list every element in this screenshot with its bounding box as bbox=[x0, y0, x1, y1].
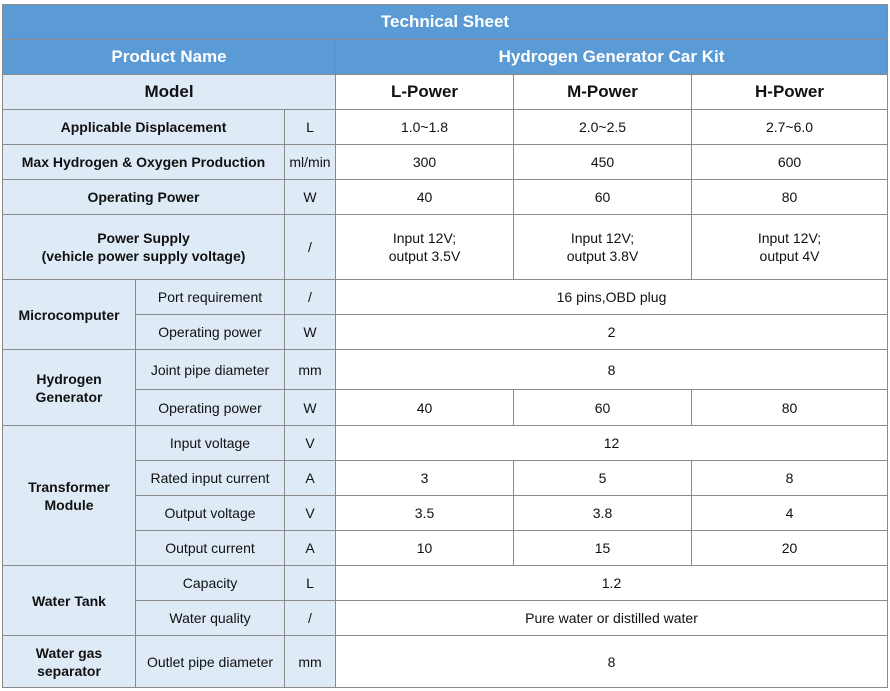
capacity-value: 1.2 bbox=[336, 566, 888, 601]
product-name-value: Hydrogen Generator Car Kit bbox=[336, 40, 888, 75]
displacement-m: 2.0~2.5 bbox=[514, 110, 692, 145]
model-row bbox=[3, 75, 888, 110]
power-supply-h: Input 12V; output 4V bbox=[692, 215, 888, 280]
port-requirement-unit: / bbox=[285, 280, 336, 315]
output-voltage-label: Output voltage bbox=[136, 496, 285, 531]
rated-current-m: 5 bbox=[514, 461, 692, 496]
joint-pipe-unit: mm bbox=[285, 350, 336, 390]
model-l-power: L-Power bbox=[336, 75, 514, 110]
rated-current-l: 3 bbox=[336, 461, 514, 496]
hydrogen-power-h: 80 bbox=[692, 390, 888, 426]
transformer-label: Transformer Module bbox=[3, 426, 136, 566]
output-current-row bbox=[3, 531, 888, 566]
output-current-label: Output current bbox=[136, 531, 285, 566]
port-requirement-value: 16 pins,OBD plug bbox=[336, 280, 888, 315]
operating-power-m: 60 bbox=[514, 180, 692, 215]
water-quality-unit: / bbox=[285, 601, 336, 636]
microcomputer-label: Microcomputer bbox=[3, 280, 136, 350]
production-l: 300 bbox=[336, 145, 514, 180]
displacement-unit: L bbox=[285, 110, 336, 145]
displacement-l: 1.0~1.8 bbox=[336, 110, 514, 145]
sheet-title: Technical Sheet bbox=[3, 5, 888, 40]
hydrogen-power-m: 60 bbox=[514, 390, 692, 426]
microcomputer-power-label: Operating power bbox=[136, 315, 285, 350]
output-voltage-h: 4 bbox=[692, 496, 888, 531]
output-current-h: 20 bbox=[692, 531, 888, 566]
microcomputer-power-unit: W bbox=[285, 315, 336, 350]
output-voltage-row bbox=[3, 496, 888, 531]
production-m: 450 bbox=[514, 145, 692, 180]
input-voltage-value: 12 bbox=[336, 426, 888, 461]
input-voltage-unit: V bbox=[285, 426, 336, 461]
outlet-pipe-label: Outlet pipe diameter bbox=[136, 636, 285, 688]
capacity-label: Capacity bbox=[136, 566, 285, 601]
separator-row bbox=[3, 636, 888, 688]
output-current-l: 10 bbox=[336, 531, 514, 566]
rated-current-h: 8 bbox=[692, 461, 888, 496]
technical-sheet-table bbox=[2, 4, 888, 688]
power-supply-m: Input 12V; output 3.8V bbox=[514, 215, 692, 280]
capacity-row bbox=[3, 566, 888, 601]
power-supply-row bbox=[3, 215, 888, 280]
production-h: 600 bbox=[692, 145, 888, 180]
output-current-m: 15 bbox=[514, 531, 692, 566]
input-voltage-label: Input voltage bbox=[136, 426, 285, 461]
production-unit: ml/min bbox=[285, 145, 336, 180]
operating-power-l: 40 bbox=[336, 180, 514, 215]
outlet-pipe-value: 8 bbox=[336, 636, 888, 688]
power-supply-label: Power Supply (vehicle power supply voltage) bbox=[3, 215, 285, 280]
displacement-h: 2.7~6.0 bbox=[692, 110, 888, 145]
production-row bbox=[3, 145, 888, 180]
product-row bbox=[3, 40, 888, 75]
model-h-power: H-Power bbox=[692, 75, 888, 110]
operating-power-row bbox=[3, 180, 888, 215]
water-quality-row bbox=[3, 601, 888, 636]
rated-current-label: Rated input current bbox=[136, 461, 285, 496]
port-requirement-label: Port requirement bbox=[136, 280, 285, 315]
title-row bbox=[3, 5, 888, 40]
separator-label: Water gas separator bbox=[3, 636, 136, 688]
hydrogen-pipe-row bbox=[3, 350, 888, 390]
hydrogen-generator-label: Hydrogen Generator bbox=[3, 350, 136, 426]
hydrogen-power-l: 40 bbox=[336, 390, 514, 426]
output-current-unit: A bbox=[285, 531, 336, 566]
microcomputer-power-row bbox=[3, 315, 888, 350]
output-voltage-m: 3.8 bbox=[514, 496, 692, 531]
input-voltage-row bbox=[3, 426, 888, 461]
capacity-unit: L bbox=[285, 566, 336, 601]
model-label: Model bbox=[3, 75, 336, 110]
product-name-label: Product Name bbox=[3, 40, 336, 75]
operating-power-unit: W bbox=[285, 180, 336, 215]
water-quality-value: Pure water or distilled water bbox=[336, 601, 888, 636]
joint-pipe-value: 8 bbox=[336, 350, 888, 390]
power-supply-unit: / bbox=[285, 215, 336, 280]
output-voltage-unit: V bbox=[285, 496, 336, 531]
production-label: Max Hydrogen & Oxygen Production bbox=[3, 145, 285, 180]
operating-power-label: Operating Power bbox=[3, 180, 285, 215]
power-supply-l: Input 12V; output 3.5V bbox=[336, 215, 514, 280]
rated-current-row bbox=[3, 461, 888, 496]
output-voltage-l: 3.5 bbox=[336, 496, 514, 531]
model-m-power: M-Power bbox=[514, 75, 692, 110]
hydrogen-power-label: Operating power bbox=[136, 390, 285, 426]
joint-pipe-label: Joint pipe diameter bbox=[136, 350, 285, 390]
microcomputer-port-row bbox=[3, 280, 888, 315]
operating-power-h: 80 bbox=[692, 180, 888, 215]
rated-current-unit: A bbox=[285, 461, 336, 496]
water-tank-label: Water Tank bbox=[3, 566, 136, 636]
water-quality-label: Water quality bbox=[136, 601, 285, 636]
hydrogen-power-row bbox=[3, 390, 888, 426]
hydrogen-power-unit: W bbox=[285, 390, 336, 426]
displacement-label: Applicable Displacement bbox=[3, 110, 285, 145]
microcomputer-power-value: 2 bbox=[336, 315, 888, 350]
outlet-pipe-unit: mm bbox=[285, 636, 336, 688]
displacement-row bbox=[3, 110, 888, 145]
